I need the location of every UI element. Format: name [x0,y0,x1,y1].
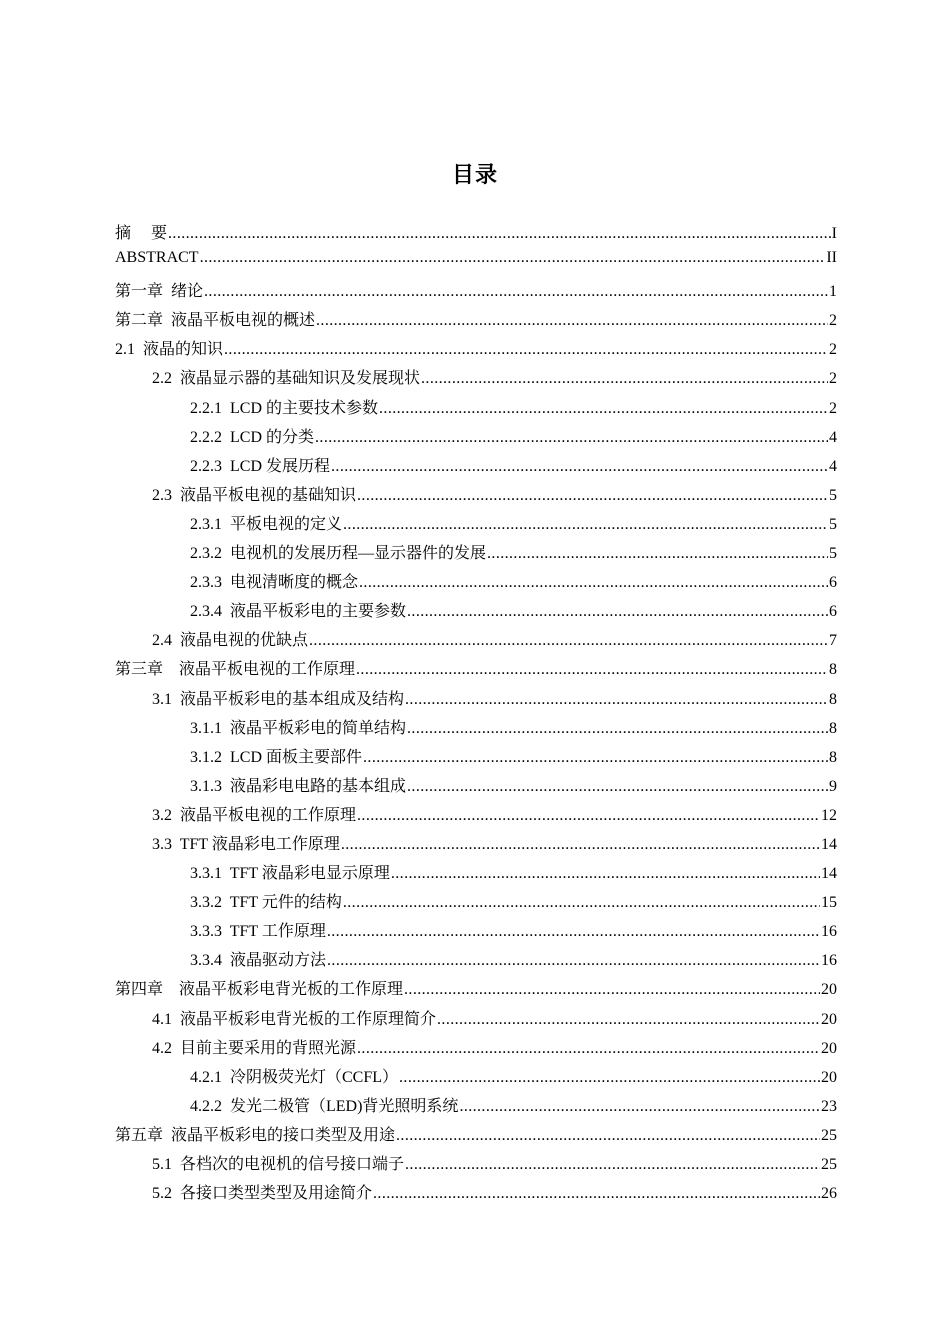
toc-entry[interactable] [115,569,837,598]
toc-entry[interactable] [115,424,837,453]
toc-entry-title: 2.2.3 LCD 发展历程 [190,457,331,475]
toc-page-number: 25 [821,1126,837,1144]
toc-page-number: 12 [821,806,837,824]
toc-entry-title: 摘 要 [115,225,168,242]
toc-page-number: 5 [829,486,837,504]
toc-entry-title: 3.1.1 液晶平板彩电的简单结构 [190,719,407,737]
toc-entry-title: 2.3 液晶平板电视的基础知识 [152,486,357,504]
toc-dot-leader [459,1098,820,1116]
toc-dot-leader [437,1011,820,1029]
toc-entry-title: 3.1.3 液晶彩电电路的基本组成 [190,777,407,795]
toc-entry[interactable] [115,1064,837,1093]
toc-entry-title: ABSTRACT [115,249,199,267]
toc-page-number: 20 [821,1010,837,1028]
toc-entry[interactable] [115,715,837,744]
table-of-contents [115,220,837,1209]
toc-entry-title: 第一章 绪论 [115,283,204,301]
toc-dot-leader [407,720,828,738]
toc-entry[interactable] [115,976,837,1005]
toc-dot-leader [357,807,820,825]
toc-entry[interactable] [115,453,837,482]
toc-page-number: 25 [821,1156,837,1173]
toc-entry-title: 3.3 TFT 液晶彩电工作原理 [152,835,340,853]
toc-page-number: 14 [821,865,837,883]
toc-dot-leader [357,1040,820,1058]
toc-entry[interactable] [115,395,837,424]
toc-page-number: 2 [829,370,837,388]
toc-dot-leader [391,865,820,883]
toc-entry[interactable] [115,1006,837,1035]
toc-dot-leader [487,545,828,563]
toc-page-number: 8 [829,661,837,679]
toc-entry-title: 2.2 液晶显示器的基础知识及发展现状 [152,370,421,388]
toc-page-number: 16 [821,952,837,970]
toc-entry-title: 3.3.1 TFT 液晶彩电显示原理 [190,865,390,883]
toc-page-number: 8 [829,690,837,708]
toc-dot-leader [331,458,828,476]
toc-entry-title: 3.3.2 TFT 元件的结构 [190,894,342,912]
toc-page-number: 20 [821,1068,837,1086]
toc-page-number: 26 [821,1185,837,1203]
toc-entry[interactable] [115,802,837,831]
toc-dot-leader [407,778,828,796]
toc-dot-leader [224,341,828,359]
toc-entry[interactable] [115,686,837,715]
toc-entry-title: 4.2.1 冷阴极荧光灯（CCFL） [190,1068,399,1086]
toc-page-number: 5 [829,515,837,533]
toc-page-number: 14 [821,835,837,853]
toc-entry[interactable] [115,365,837,394]
toc-entry-title: 5.1 各档次的电视机的信号接口端子 [152,1156,405,1173]
toc-entry[interactable] [115,1151,837,1180]
toc-entry-title: 4.2.2 发光二极管（LED)背光照明系统 [190,1097,459,1115]
toc-entry-title: 2.3.2 电视机的发展历程—显示器件的发展 [190,545,487,563]
toc-dot-leader [407,603,828,621]
toc-entry-title: 2.3.4 液晶平板彩电的主要参数 [190,603,407,621]
toc-entry-title: 4.2 目前主要采用的背照光源 [152,1039,357,1057]
toc-page-number: 1 [829,283,837,301]
toc-dot-leader [200,249,826,267]
toc-entry[interactable] [115,744,837,773]
toc-page-number: 5 [829,545,837,563]
toc-page-number: 23 [821,1097,837,1115]
toc-entry-title: 3.2 液晶平板电视的工作原理 [152,806,357,824]
toc-entry-title: 4.1 液晶平板彩电背光板的工作原理简介 [152,1010,437,1028]
toc-dot-leader [357,487,828,505]
toc-entry-title: 3.1.2 LCD 面板主要部件 [190,748,363,766]
toc-entry-title: 3.3.4 液晶驱动方法 [190,952,327,970]
toc-page-number: II [826,249,837,267]
toc-dot-leader [316,312,828,330]
toc-page-number: 8 [829,748,837,766]
toc-dot-leader [396,1127,820,1145]
toc-page-number: 2 [829,312,837,330]
toc-page-number: 4 [829,457,837,475]
toc-entry[interactable] [115,1035,837,1064]
toc-dot-leader [363,749,828,767]
toc-page-number: 2 [829,399,837,417]
toc-dot-leader [404,981,820,999]
toc-entry-title: 2.3.1 平板电视的定义 [190,515,343,533]
toc-page-number: 15 [821,894,837,912]
toc-page-number: 20 [821,1039,837,1057]
toc-dot-leader [405,1156,820,1174]
toc-entry[interactable] [115,511,837,540]
toc-page-number: 8 [829,719,837,737]
toc-entry[interactable] [115,947,837,976]
toc-dot-leader [356,661,828,679]
toc-entry[interactable] [115,773,837,802]
toc-entry[interactable] [115,307,837,336]
toc-dot-leader [168,225,831,243]
toc-dot-leader [421,370,828,388]
toc-entry-title: 2.2.2 LCD 的分类 [190,428,315,446]
toc-entry[interactable] [115,278,837,307]
toc-dot-leader [359,574,828,592]
toc-dot-leader [327,952,820,970]
toc-entry[interactable] [115,220,837,249]
toc-entry-title: 第二章 液晶平板电视的概述 [115,312,316,330]
toc-entry-title: 3.1 液晶平板彩电的基本组成及结构 [152,690,405,708]
toc-dot-leader [373,1185,820,1203]
toc-page-number: 16 [821,923,837,941]
toc-page-number: 6 [829,574,837,592]
toc-dot-leader [399,1069,820,1087]
toc-entry[interactable] [115,831,837,860]
toc-dot-leader [204,283,828,301]
toc-entry[interactable] [115,860,837,889]
toc-page-number: 9 [829,777,837,795]
toc-entry-title: 2.3.3 电视清晰度的概念 [190,574,359,592]
toc-page-number: I [831,225,837,242]
toc-dot-leader [405,691,828,709]
toc-entry-title: 5.2 各接口类型类型及用途简介 [152,1185,373,1203]
toc-entry[interactable] [115,627,837,656]
toc-dot-leader [327,923,820,941]
toc-entry[interactable] [115,336,837,365]
toc-page-number: 7 [829,632,837,650]
toc-entry[interactable] [115,598,837,627]
toc-entry-title: 2.2.1 LCD 的主要技术参数 [190,399,379,417]
toc-entry[interactable] [115,918,837,947]
toc-dot-leader [315,429,828,447]
toc-dot-leader [343,516,828,534]
toc-entry[interactable] [115,249,837,278]
toc-entry[interactable] [115,889,837,918]
toc-entry-title: 2.1 液晶的知识 [115,341,224,359]
toc-dot-leader [309,632,828,650]
toc-entry[interactable] [115,1093,837,1122]
toc-dot-leader [341,836,820,854]
toc-entry-title: 2.4 液晶电视的优缺点 [152,632,309,650]
toc-page-number: 2 [829,341,837,359]
toc-page-number: 20 [821,981,837,999]
page-title: 目录 [451,163,498,188]
toc-entry[interactable] [115,482,837,511]
toc-page-number: 6 [829,603,837,621]
toc-entry-title: 3.3.3 TFT 工作原理 [190,923,326,941]
toc-entry-title: 第四章 液晶平板彩电背光板的工作原理 [115,981,404,999]
toc-page-number: 4 [829,428,837,446]
toc-entry[interactable] [115,656,837,685]
toc-entry[interactable] [115,540,837,569]
toc-entry[interactable] [115,1122,837,1151]
toc-entry-title: 第三章 液晶平板电视的工作原理 [115,661,356,679]
toc-entry-title: 第五章 液晶平板彩电的接口类型及用途 [115,1126,396,1144]
toc-entry[interactable] [115,1180,837,1209]
toc-dot-leader [379,400,828,418]
toc-dot-leader [343,894,820,912]
